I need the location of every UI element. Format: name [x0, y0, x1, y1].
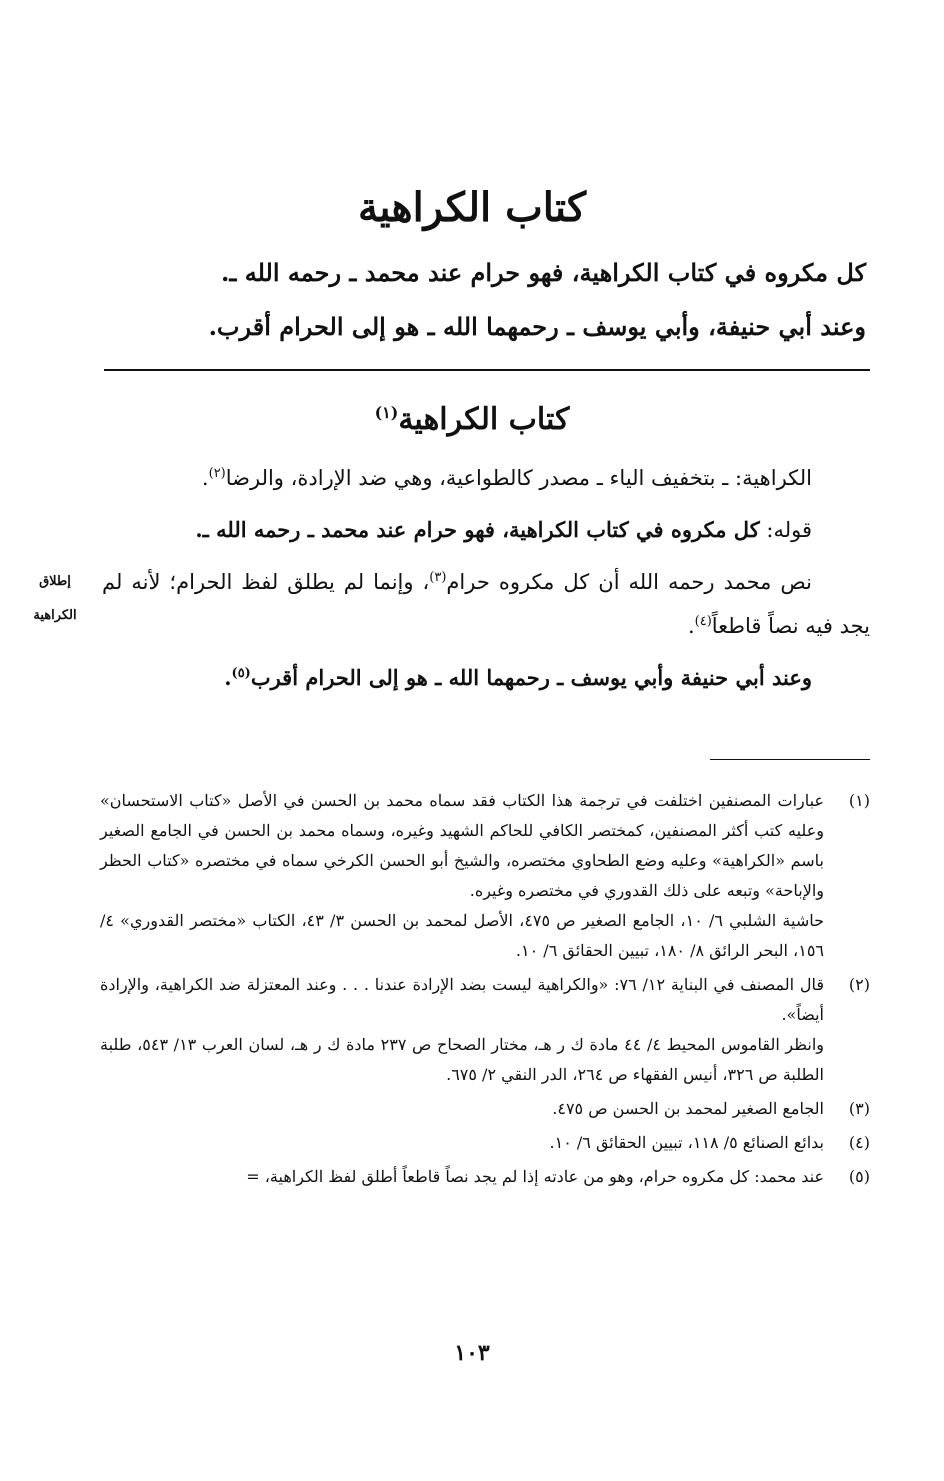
matn-line-2: وعند أبي حنيفة، وأبي يوسف ـ رحمهما الله ـ هو إلى الحرام أقرب.: [208, 312, 866, 341]
commentary-paragraph-3: [102, 560, 870, 648]
quoted-matn: وعند أبي حنيفة وأبي يوسف ـ رحمهما الله ـ هو إلى الحرام أقرب: [250, 665, 812, 690]
commentary-paragraph-1: [102, 456, 870, 500]
footnote-text: عند محمد: كل مكروه حرام، وهو من عادته إذا لم يجد نصاً قاطعاً أطلق لفظ الكراهية، =: [246, 1167, 824, 1186]
footnote-text: حاشية الشلبي ٦/ ١٠، الجامع الصغير ص ٤٧٥، الأصل لمحمد بن الحسن ٣/ ٤٣، الكتاب «مختصر القدوري» ٤/ ١٥٦، البحر الرائق ٨/ ١٨٠، تبيين الحقائق ٦/ ١٠.: [100, 911, 824, 960]
margin-note-line-1: إطلاق: [39, 574, 71, 589]
footnote: [100, 1162, 870, 1192]
commentary-text: ، وإنما لم يطلق لفظ الحرام؛ لأنه لم يجد فيه نصاً قاطعاً: [102, 570, 870, 638]
commentary-paragraph-4: [102, 656, 870, 700]
footnote-ref-2[interactable]: (٢): [208, 466, 226, 481]
footnote: [100, 786, 870, 966]
commentary-lead: قوله:: [759, 518, 812, 542]
chapter-title: كتاب الكراهية: [357, 184, 587, 231]
page-number: ١٠٣: [454, 1340, 490, 1366]
commentary-text: الكراهية: ـ بتخفيف الياء ـ مصدر كالطواعية، وهي ضد الإرادة، والرضا: [225, 466, 812, 490]
footnote-ref-5[interactable]: (٥): [231, 666, 251, 681]
commentary-body: [102, 456, 870, 708]
section-title-text: كتاب الكراهية: [398, 402, 570, 437]
commentary-text-end: .: [687, 614, 695, 638]
footnote-separator: [710, 759, 870, 760]
commentary-text-end: .: [201, 466, 209, 490]
footnote-text: عبارات المصنفين اختلفت في ترجمة هذا الكتاب فقد سماه محمد بن الحسن في الأصل «كتاب الاستحسان» وعليه كتب أكثر المصنفين، كمختصر الكافي للحاكم الشهيد وغيره، وسماه محمد بن الحسن في الجامع الصغير باسم «الكراهية» وعليه وضع الطحاوي مختصره، والشيخ أبو الحسن الكرخي سماه في مختصره «كتاب الحظر والإباحة» وتبعه على ذلك القدوري في مختصره وغيره.: [100, 791, 824, 900]
footnote-number: (٢): [848, 975, 870, 994]
commentary-text-end: .: [224, 665, 232, 690]
footnotes: [100, 786, 870, 1196]
margin-note: [22, 565, 88, 633]
matn-text: [96, 246, 866, 354]
footnote-ref-4[interactable]: (٤): [694, 614, 712, 629]
footnote-number: (٣): [848, 1099, 870, 1118]
section-title-ref[interactable]: (١): [374, 403, 399, 422]
margin-note-line-2: الكراهية: [33, 608, 77, 623]
footnote: [100, 1094, 870, 1124]
footnote-text: قال المصنف في البناية ١٢/ ٧٦: «والكراهية ليست بضد الإرادة عندنا . . . وعند المعتزلة ضد الكراهية، والإرادة أيضاً».: [100, 975, 824, 1024]
commentary-paragraph-2: [102, 508, 870, 552]
footnote-text: بدائع الصنائع ٥/ ١١٨، تبيين الحقائق ٦/ ١٠.: [549, 1133, 824, 1152]
section-divider: [104, 369, 870, 371]
footnote-ref-3[interactable]: (٣): [429, 570, 447, 585]
quoted-matn: كل مكروه في كتاب الكراهية، فهو حرام عند محمد ـ رحمه الله ـ.: [195, 517, 760, 542]
matn-line-1: كل مكروه في كتاب الكراهية، فهو حرام عند محمد ـ رحمه الله ـ.: [221, 258, 866, 287]
footnote: [100, 970, 870, 1090]
section-title: [0, 388, 944, 445]
footnote-text: الجامع الصغير لمحمد بن الحسن ص ٤٧٥.: [552, 1099, 824, 1118]
footnote-number: (٤): [848, 1133, 870, 1152]
commentary-text: نص محمد رحمه الله أن كل مكروه حرام: [446, 570, 812, 594]
footnote-number: (١): [848, 791, 870, 810]
footnote: [100, 1128, 870, 1158]
footnote-number: (٥): [848, 1167, 870, 1186]
footnote-text: وانظر القاموس المحيط ٤/ ٤٤ مادة ك ر هـ، مختار الصحاح ص ٢٣٧ مادة ك ر هـ، لسان العرب ١٣/ ٥٤٣، طلبة الطلبة ص ٣٢٦، أنيس الفقهاء ص ٢٦٤، الدر النقي ٢/ ٦٧٥.: [100, 1035, 825, 1084]
